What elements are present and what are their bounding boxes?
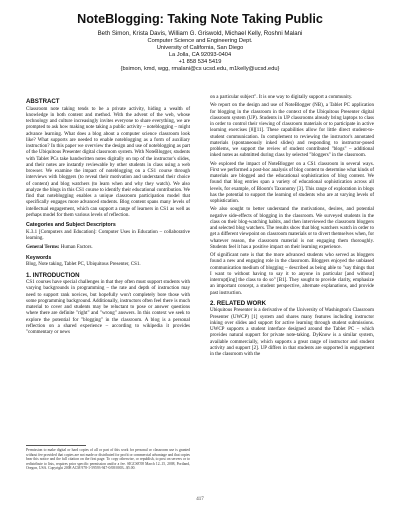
page-number: 417: [196, 497, 204, 502]
abstract-text: Classroom note taking tends to be a private activity, hiding a wealth of knowledge in both content and method. With the advent of the web, whose technology and culture increasingly invites everyone to share everything, we are prompted to ask how making note taking a public activity – noteblogging – might advance learning. What does a blog about a computer science classroom look like? What supports are needed to enable noteblogging as a form of auxiliary instruction? In this paper we overview the design and use of noteblogging as part of the Ubiquitous Presenter digital classroom system. With NoteBlogger, students with Tablet PCs take handwritten notes digitally on top of the instructor's slides, and their notes are instantly reviewable by other students in class using a web browser. We examine the impact of noteblogging on a CS1 course through interviews with bloggers (to reveal their motivation and understand their choice of content) and blog watchers (to learn when and why they watch). We also analyze the blogs in this CS1 course to identify their educational contribution. We find that noteblogging enables a unique classroom participation model that specifically engages more advanced students. Blog content spans many levels of intellectual engagement, which can support a range of learners in CS1 as well as perhaps model for them various levels of reflection.: [26, 106, 190, 218]
copyright-footnote: [26, 448, 190, 471]
paper-title: NoteBlogging: Taking Note Taking Public: [77, 12, 323, 26]
categories-heading: Categories and Subject Descriptors: [26, 222, 116, 228]
footnote-rule: [26, 445, 86, 446]
author-list: Beth Simon, Krista Davis, William G. Griswold, Michael Kelly, Roshni Malani: [97, 30, 303, 37]
keywords-text: Blog, Note taking, Tablet PC, Ubiquitous Presenter, CS1.: [26, 262, 141, 268]
right-column: [210, 95, 374, 358]
affiliation-address: La Jolla, CA 92093-0404: [168, 51, 232, 58]
abstract-heading: ABSTRACT: [26, 98, 60, 105]
affiliation-university: University of California, San Diego: [156, 44, 244, 51]
related-work-heading: 2. RELATED WORK: [210, 299, 267, 307]
intro-paragraph-3: We explored the impact of NoteBlogger on a CS1 classroom in several ways. First we performed a post-hoc analysis of blog content to determine what kinds of materials are blogged and the educational sophistication of blog content. We found that blog entries span a variety of educational sophistication across all levels, for example, of Bloom's Taxonomy [3]. This range of exploration in blogs has the potential to support the learning of students who are at varying levels of sophistication.: [210, 161, 374, 204]
intro-paragraph-2: We report on the design and use of NoteBlogger (NB), a Tablet PC application for blogging in the classroom in the context of the Ubiquitous Presenter digital classroom system (UP). Students in UP classrooms already bring laptops to class in order to control their viewing of classroom materials or to participate in active learning exercises [8][11]. These capabilities allow for little direct student-to-student communication. In complement to reviewing the instructor's annotated materials (spontaneously inked slides) and responding to instructor-posed problems, we support the review of student contributed "blogs" – additional inked notes as submitted during class by selected "bloggers" in the classroom.: [210, 103, 374, 159]
general-terms-label: General Terms:: [26, 245, 60, 251]
categories-text: K.3.1 [Computers and Education]: Computer Uses in Education – collaborative learning.: [26, 229, 190, 242]
introduction-text: CS1 courses have special challenges in that they often must support students with varying backgrounds in programming – the rate and depth of instruction may need to support rank novices, but hopefully won't completely bore those with some programming background. Additionally, instructors often feel there is much material to cover and students may be reluctant to pose or answer questions where there are definite "right" and "wrong" answers. In this context we seek to explore the potential for "blogging" in the classroom. A blog is a personal reflection on a shared experience – according to wikipedia it provides "commentary or news: [26, 280, 190, 336]
introduction-continued: on a particular subject". It is one way to digitally support a community.: [210, 95, 353, 100]
left-column: [26, 95, 190, 336]
paper-header: [40, 11, 360, 73]
related-work-text: Ubiquitous Presenter is a derivative of the University of Washington's Classroom Presenter (UWCP) [1] system and shares many features including instructor inking over slides and support for active learning through student submissions. UWCP supports a student interface designed around the Tablet PC – which provides natural support for private note-taking. DyKnow is a similar system, available commercially, which supports a great range of instructor and student activity and support [2]. UP differs in that students are supported in engagement in the classroom with the: [210, 308, 374, 357]
keywords-heading: Keywords: [26, 254, 52, 261]
affiliation-phone: +1 858 534 5419: [178, 58, 222, 65]
intro-paragraph-4: We also sought to better understand the motivations, desires, and potential negative side-effects of blogging in the classroom. We surveyed students in the class on their blog-watching habits, and then interviewed the classroom bloggers and selected blog watchers. The results show that blog watchers watch in order to get a different viewpoint on classroom materials or to divert themselves when, for whatever reason, the classroom material is not engaging them thoroughly. Students feel it has a positive impact on their learning experience.: [210, 207, 374, 250]
introduction-heading: 1. INTRODUCTION: [26, 271, 80, 279]
affiliation-department: Computer Science and Engineering Dept.: [147, 37, 253, 44]
copyright-footnote-text: Permission to make digital or hard copies of all or part of this work for personal or classroom use is granted without fee provided that copies are not made or distributed for profit or commercial advantage and that copies bear this notice and the full citation on the first page. To copy otherwise, or republish, to post on servers or to redistribute to lists, requires prior specific permission and/or a fee. SIGCSE'08 March 12–15, 2008, Portland, Oregon, USA. Copyright 2008 ACM 978-1-59593-947-0/08/0003...$5.00.: [26, 448, 190, 471]
author-emails: {bsimon, kmd, wgg, rmalani@cs ucsd.edu, m1kelly@ucsd.edu}: [120, 65, 280, 72]
general-terms-text: Human Factors.: [60, 245, 93, 251]
intro-paragraph-5: Of significant note is that the more advanced students who served as bloggers found a new and engaging role in the classroom. Bloggers enjoyed the unbiased communication medium of blogging – described as being able to "say things that I want to without having to say it to anyone in particular [and without] interrupt[ing] the class to do so" [B1]. They sought to provide clarity, emphasize an important concept, a student perspective, alternate explanations, and provide past instruction.: [210, 253, 374, 296]
general-terms: [26, 245, 190, 251]
